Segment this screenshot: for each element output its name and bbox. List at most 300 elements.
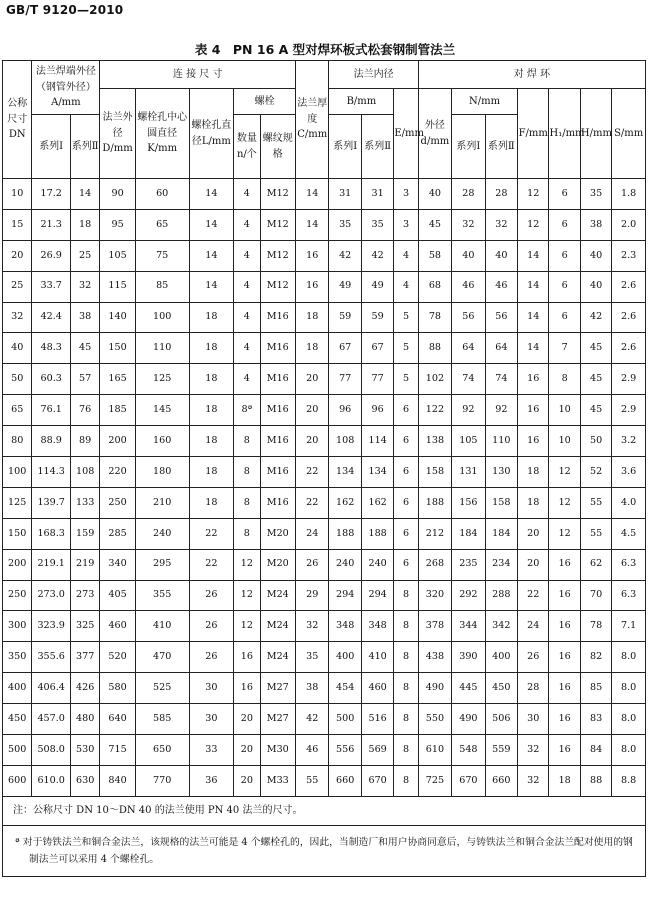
- table-cell: 650: [135, 735, 189, 766]
- table-cell: 50: [3, 364, 32, 395]
- table-cell: 22: [296, 457, 329, 488]
- table-cell: 16: [549, 580, 580, 611]
- header-h: H/mm: [580, 89, 611, 179]
- table-cell: 55: [580, 518, 611, 549]
- table-cell: 348: [329, 611, 361, 642]
- table-cell: 28: [518, 673, 549, 704]
- table-cell: 20: [518, 549, 549, 580]
- table-cell: 18: [518, 487, 549, 518]
- table-cell: 450: [485, 673, 517, 704]
- table-cell: 32: [70, 271, 99, 302]
- table-cell: M27: [260, 673, 295, 704]
- table-cell: 640: [100, 704, 135, 735]
- table-cell: 400: [485, 642, 517, 673]
- table-cell: 350: [3, 642, 32, 673]
- table-cell: 49: [329, 271, 361, 302]
- table-cell: 49: [361, 271, 393, 302]
- table-cell: 74: [452, 364, 485, 395]
- table-cell: 33.7: [32, 271, 71, 302]
- table-cell: 490: [452, 704, 485, 735]
- table-cell: 2.3: [612, 240, 646, 271]
- table-cell: 38: [70, 302, 99, 333]
- table-cell: 24: [296, 518, 329, 549]
- table-cell: 140: [100, 302, 135, 333]
- table-cell: 8: [234, 457, 260, 488]
- table-cell: 165: [100, 364, 135, 395]
- table-cell: 585: [135, 704, 189, 735]
- table-cell: 42: [296, 704, 329, 735]
- table-cell: 8: [234, 487, 260, 518]
- table-cell: M20: [260, 518, 295, 549]
- table-cell: 18: [549, 765, 580, 796]
- table-row: [3, 302, 646, 333]
- table-cell: 273: [70, 580, 99, 611]
- table-cell: 292: [452, 580, 485, 611]
- table-cell: 32: [485, 209, 517, 240]
- table-row: [3, 395, 646, 426]
- table-cell: 16: [518, 395, 549, 426]
- table-cell: 65: [3, 395, 32, 426]
- table-row: [3, 549, 646, 580]
- table-cell: 219: [70, 549, 99, 580]
- table-cell: 184: [485, 518, 517, 549]
- table-cell: 5: [394, 333, 418, 364]
- table-cell: 18: [70, 209, 99, 240]
- table-cell: 323.9: [32, 611, 71, 642]
- table-cell: 8: [549, 364, 580, 395]
- header-h1: H₁/mm: [549, 89, 580, 179]
- table-cell: 240: [329, 549, 361, 580]
- table-cell: 160: [135, 426, 189, 457]
- table-cell: 12: [234, 549, 260, 580]
- table-cell: 12: [234, 580, 260, 611]
- table-cell: 8: [394, 735, 418, 766]
- table-cell: 18: [189, 333, 234, 364]
- table-cell: 210: [135, 487, 189, 518]
- header-flange-od: 法兰外径D/mm: [100, 89, 135, 179]
- table-cell: 8: [394, 642, 418, 673]
- table-cell: M12: [260, 209, 295, 240]
- table-cell: 770: [135, 765, 189, 796]
- table-cell: 18: [296, 302, 329, 333]
- table-cell: 3: [394, 209, 418, 240]
- table-cell: 400: [329, 642, 361, 673]
- table-cell: 168.3: [32, 518, 71, 549]
- table-cell: 56: [452, 302, 485, 333]
- table-cell: 150: [100, 333, 135, 364]
- table-cell: 219.1: [32, 549, 71, 580]
- table-cell: 6: [549, 179, 580, 210]
- table-cell: 45: [580, 333, 611, 364]
- table-cell: 6: [394, 487, 418, 518]
- table-cell: 10: [3, 179, 32, 210]
- table-cell: 390: [452, 642, 485, 673]
- header-weld-ring: 对 焊 环: [418, 61, 645, 89]
- table-cell: 559: [485, 735, 517, 766]
- table-row: [3, 271, 646, 302]
- table-cell: 548: [452, 735, 485, 766]
- table-row: [3, 765, 646, 796]
- table-cell: 10: [549, 395, 580, 426]
- table-cell: 300: [3, 611, 32, 642]
- table-cell: M33: [260, 765, 295, 796]
- table-cell: 200: [100, 426, 135, 457]
- table-cell: 46: [296, 735, 329, 766]
- table-cell: 10: [549, 426, 580, 457]
- table-cell: 4: [234, 302, 260, 333]
- table-cell: 400: [3, 673, 32, 704]
- table-cell: M30: [260, 735, 295, 766]
- table-cell: 162: [361, 487, 393, 518]
- table-cell: 18: [189, 457, 234, 488]
- table-cell: M27: [260, 704, 295, 735]
- table-cell: M24: [260, 611, 295, 642]
- table-cell: M16: [260, 487, 295, 518]
- table-cell: 78: [418, 302, 451, 333]
- table-cell: 670: [452, 765, 485, 796]
- table-cell: 725: [418, 765, 451, 796]
- table-cell: 30: [518, 704, 549, 735]
- table-cell: 3: [394, 179, 418, 210]
- table-cell: 6: [549, 209, 580, 240]
- table-cell: M16: [260, 426, 295, 457]
- table-cell: 14: [518, 271, 549, 302]
- table-cell: 88.9: [32, 426, 71, 457]
- table-cell: 32: [518, 765, 549, 796]
- table-cell: 355: [135, 580, 189, 611]
- header-ring-od: 外径d/mm: [418, 89, 451, 179]
- table-cell: 14: [189, 240, 234, 271]
- table-cell: 6: [394, 518, 418, 549]
- table-cell: 83: [580, 704, 611, 735]
- table-cell: 200: [3, 549, 32, 580]
- table-row: [3, 333, 646, 364]
- table-cell: 114.3: [32, 457, 71, 488]
- table-cell: 100: [135, 302, 189, 333]
- table-cell: 24: [518, 611, 549, 642]
- table-cell: 8: [394, 673, 418, 704]
- header-s: S/mm: [612, 89, 646, 179]
- table-cell: 355.6: [32, 642, 71, 673]
- table-cell: 550: [418, 704, 451, 735]
- table-cell: 268: [418, 549, 451, 580]
- table-cell: 2.9: [612, 395, 646, 426]
- table-cell: 2.9: [612, 364, 646, 395]
- table-body: [3, 179, 646, 797]
- table-cell: 130: [485, 457, 517, 488]
- table-cell: 8.8: [612, 765, 646, 796]
- table-cell: 520: [100, 642, 135, 673]
- table-cell: 6: [394, 549, 418, 580]
- table-cell: 88: [580, 765, 611, 796]
- table-cell: 65: [135, 209, 189, 240]
- table-cell: 110: [135, 333, 189, 364]
- table-cell: 16: [296, 240, 329, 271]
- table-cell: 14: [518, 240, 549, 271]
- table-cell: 95: [100, 209, 135, 240]
- table-cell: 15: [3, 209, 32, 240]
- table-cell: 2.6: [612, 271, 646, 302]
- table-row: [3, 240, 646, 271]
- table-cell: M16: [260, 364, 295, 395]
- header-n-series-2: 系列Ⅱ: [485, 115, 517, 179]
- table-cell: 122: [418, 395, 451, 426]
- table-cell: 12: [549, 487, 580, 518]
- table-cell: 344: [452, 611, 485, 642]
- table-cell: 630: [70, 765, 99, 796]
- table-cell: 8.0: [612, 735, 646, 766]
- table-cell: 42: [361, 240, 393, 271]
- table-cell: 76: [70, 395, 99, 426]
- table-cell: 52: [580, 457, 611, 488]
- table-cell: 30: [189, 673, 234, 704]
- table-cell: 508.0: [32, 735, 71, 766]
- table-cell: 3.2: [612, 426, 646, 457]
- table-cell: 102: [418, 364, 451, 395]
- table-cell: 340: [100, 549, 135, 580]
- table-cell: M24: [260, 580, 295, 611]
- table-cell: 4: [234, 364, 260, 395]
- table-cell: 294: [361, 580, 393, 611]
- table-cell: 610: [418, 735, 451, 766]
- table-cell: 33: [189, 735, 234, 766]
- header-n-series-1: 系列Ⅰ: [452, 115, 485, 179]
- table-cell: 68: [418, 271, 451, 302]
- table-cell: M12: [260, 271, 295, 302]
- table-cell: 114: [361, 426, 393, 457]
- table-cell: 273.0: [32, 580, 71, 611]
- table-cell: 16: [234, 642, 260, 673]
- table-row: [3, 487, 646, 518]
- table-cell: 180: [135, 457, 189, 488]
- table-caption: 表 4 PN 16 A 型对焊环板式松套钢制管法兰: [194, 42, 456, 57]
- table-cell: 12: [518, 179, 549, 210]
- table-cell: 138: [418, 426, 451, 457]
- header-od-series-2: 系列Ⅱ: [70, 115, 99, 179]
- table-cell: 42: [329, 240, 361, 271]
- table-cell: 139.7: [32, 487, 71, 518]
- table-cell: 18: [189, 395, 234, 426]
- table-cell: 22: [518, 580, 549, 611]
- table-row: [3, 580, 646, 611]
- table-cell: 470: [135, 642, 189, 673]
- table-cell: 14: [189, 271, 234, 302]
- table-cell: 21.3: [32, 209, 71, 240]
- table-cell: 20: [296, 395, 329, 426]
- table-cell: 4: [234, 271, 260, 302]
- table-cell: 250: [100, 487, 135, 518]
- table-cell: 16: [549, 673, 580, 704]
- table-cell: 325: [70, 611, 99, 642]
- table-cell: 131: [452, 457, 485, 488]
- header-bolt: 螺栓: [234, 89, 296, 115]
- table-cell: 4.0: [612, 487, 646, 518]
- table-cell: 35: [296, 642, 329, 673]
- table-row: [3, 426, 646, 457]
- table-cell: 530: [70, 735, 99, 766]
- table-cell: 184: [452, 518, 485, 549]
- table-cell: 14: [518, 302, 549, 333]
- table-cell: 110: [485, 426, 517, 457]
- table-cell: 36: [189, 765, 234, 796]
- table-cell: 660: [485, 765, 517, 796]
- header-bolt-circle: 螺栓孔中心圆直径K/mm: [135, 89, 189, 179]
- table-cell: 55: [296, 765, 329, 796]
- table-cell: 105: [100, 240, 135, 271]
- table-cell: 240: [135, 518, 189, 549]
- table-cell: 45: [418, 209, 451, 240]
- table-cell: 70: [580, 580, 611, 611]
- table-cell: 569: [361, 735, 393, 766]
- table-cell: 60.3: [32, 364, 71, 395]
- table-cell: 20: [296, 364, 329, 395]
- header-thickness: 法兰厚度C/mm: [296, 61, 329, 179]
- table-cell: 18: [189, 426, 234, 457]
- table-cell: 16: [549, 704, 580, 735]
- table-cell: 64: [452, 333, 485, 364]
- table-cell: 75: [135, 240, 189, 271]
- table-cell: 26: [189, 580, 234, 611]
- table-cell: 25: [3, 271, 32, 302]
- table-cell: 46: [485, 271, 517, 302]
- table-cell: 8: [394, 704, 418, 735]
- table-cell: 40: [580, 240, 611, 271]
- table-cell: 77: [329, 364, 361, 395]
- table-cell: 67: [329, 333, 361, 364]
- table-cell: 506: [485, 704, 517, 735]
- table-cell: 4: [234, 240, 260, 271]
- table-row: [3, 735, 646, 766]
- table-cell: 454: [329, 673, 361, 704]
- table-cell: 14: [70, 179, 99, 210]
- table-cell: M16: [260, 333, 295, 364]
- table-cell: 20: [518, 518, 549, 549]
- table-cell: 18: [296, 333, 329, 364]
- table-cell: 22: [296, 487, 329, 518]
- header-f: F/mm: [518, 89, 549, 179]
- table-cell: 20: [3, 240, 32, 271]
- table-cell: 158: [418, 457, 451, 488]
- table-cell: 42: [580, 302, 611, 333]
- table-cell: 8: [234, 518, 260, 549]
- table-cell: 426: [70, 673, 99, 704]
- table-cell: 212: [418, 518, 451, 549]
- table-cell: 35: [580, 179, 611, 210]
- table-cell: 60: [135, 179, 189, 210]
- table-cell: 235: [452, 549, 485, 580]
- table-cell: 405: [100, 580, 135, 611]
- header-b-series-1: 系列Ⅰ: [329, 115, 361, 179]
- table-cell: 480: [70, 704, 99, 735]
- table-cell: 12: [234, 611, 260, 642]
- table-cell: 45: [580, 364, 611, 395]
- table-cell: 4: [234, 333, 260, 364]
- table-cell: 133: [70, 487, 99, 518]
- table-cell: 26: [296, 549, 329, 580]
- table-row: [3, 704, 646, 735]
- table-cell: 46: [452, 271, 485, 302]
- table-cell: 6.3: [612, 549, 646, 580]
- table-cell: 56: [485, 302, 517, 333]
- table-cell: 4: [394, 271, 418, 302]
- table-cell: 156: [452, 487, 485, 518]
- table-cell: 35: [361, 209, 393, 240]
- table-cell: 78: [580, 611, 611, 642]
- table-cell: 134: [329, 457, 361, 488]
- table-cell: 105: [452, 426, 485, 457]
- table-cell: 18: [189, 487, 234, 518]
- table-cell: 100: [3, 457, 32, 488]
- table-cell: 500: [3, 735, 32, 766]
- header-e: E/mm: [394, 89, 418, 179]
- table-cell: 14: [189, 179, 234, 210]
- table-cell: M12: [260, 240, 295, 271]
- table-cell: 8.0: [612, 673, 646, 704]
- table-cell: 240: [361, 549, 393, 580]
- table-note: 注：公称尺寸 DN 10～DN 40 的法兰使用 PN 40 法兰的尺寸。: [3, 796, 646, 825]
- table-cell: M16: [260, 457, 295, 488]
- table-cell: 185: [100, 395, 135, 426]
- table-cell: 90: [100, 179, 135, 210]
- table-cell: 12: [549, 457, 580, 488]
- table-cell: 7: [549, 333, 580, 364]
- table-cell: 438: [418, 642, 451, 673]
- header-n: N/mm: [452, 89, 518, 115]
- header-od-series-1: 系列Ⅰ: [32, 115, 71, 179]
- flange-dimension-table: [2, 60, 646, 877]
- table-cell: 525: [135, 673, 189, 704]
- table-cell: 159: [70, 518, 99, 549]
- table-cell: 76.1: [32, 395, 71, 426]
- table-cell: 22: [189, 549, 234, 580]
- table-cell: 188: [329, 518, 361, 549]
- table-cell: 445: [452, 673, 485, 704]
- table-cell: 348: [361, 611, 393, 642]
- table-cell: 45: [580, 395, 611, 426]
- table-cell: 1.8: [612, 179, 646, 210]
- table-cell: 125: [3, 487, 32, 518]
- table-cell: 18: [189, 302, 234, 333]
- table-cell: 2.6: [612, 302, 646, 333]
- header-weld-od: 法兰焊端外径（钢管外径）A/mm: [32, 61, 100, 115]
- table-cell: 8.0: [612, 642, 646, 673]
- table-cell: 16: [549, 642, 580, 673]
- table-cell: 42.4: [32, 302, 71, 333]
- table-cell: 59: [361, 302, 393, 333]
- table-cell: 410: [361, 642, 393, 673]
- table-cell: 600: [3, 765, 32, 796]
- table-cell: 57: [70, 364, 99, 395]
- table-cell: 3.6: [612, 457, 646, 488]
- header-bolt-thread: 螺纹规格: [260, 115, 295, 179]
- table-cell: 45: [70, 333, 99, 364]
- table-cell: 17.2: [32, 179, 71, 210]
- table-cell: 22: [189, 518, 234, 549]
- table-cell: 580: [100, 673, 135, 704]
- table-cell: 4: [234, 179, 260, 210]
- table-cell: 145: [135, 395, 189, 426]
- table-cell: 74: [485, 364, 517, 395]
- table-cell: 4: [234, 209, 260, 240]
- table-cell: 12: [518, 209, 549, 240]
- table-cell: 610.0: [32, 765, 71, 796]
- table-cell: 88: [418, 333, 451, 364]
- table-cell: 89: [70, 426, 99, 457]
- table-cell: 8: [394, 611, 418, 642]
- table-cell: 40: [418, 179, 451, 210]
- table-cell: 20: [234, 735, 260, 766]
- table-row: [3, 209, 646, 240]
